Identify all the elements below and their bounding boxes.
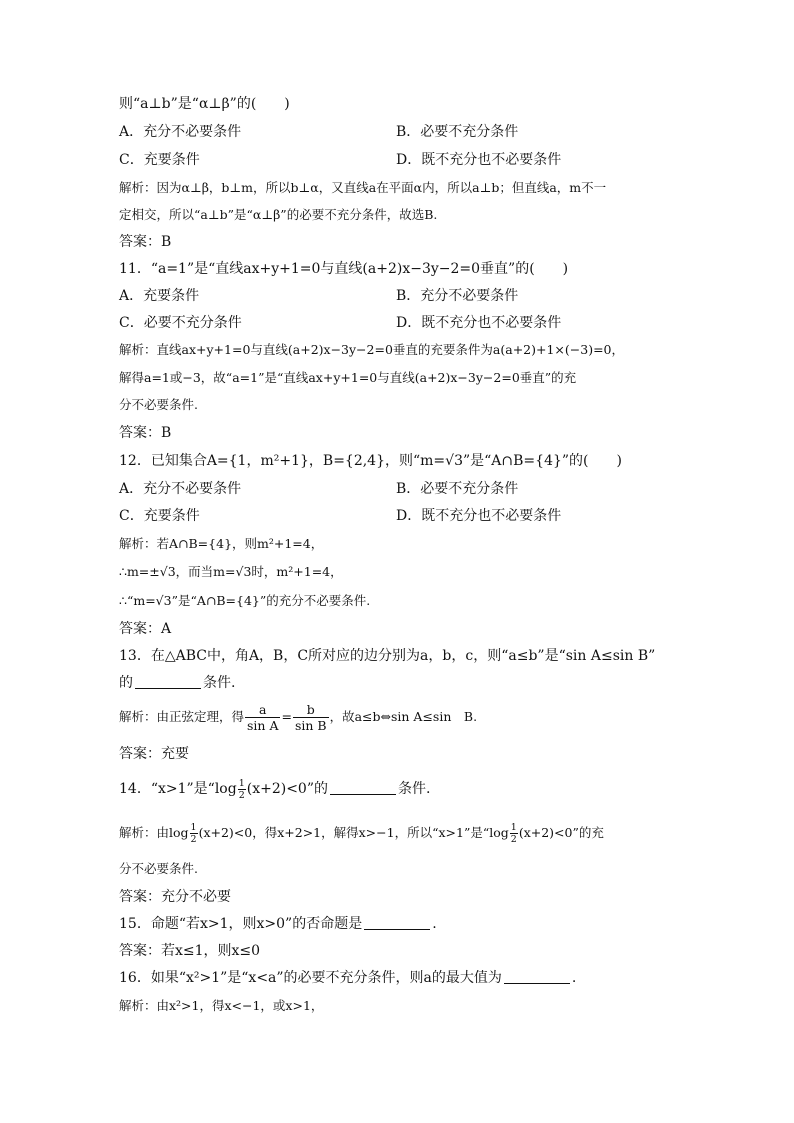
q13-stem-line-1: 13．在△ABC中，角A，B，C所对应的边分别为a，b，c，则“a≤b”是“sin A≤sin B” xyxy=(119,648,656,664)
q10-solution-line-2: 定相交，所以“a⊥b”是“α⊥β”的必要不充分条件，故选B. xyxy=(119,207,438,222)
q14-log-base-fraction xyxy=(238,778,246,801)
q15-stem-suffix: . xyxy=(432,916,437,932)
q16-stem-prefix: 16．如果“x²>1”是“x<a”的必要不充分条件，则a的最大值为 xyxy=(119,970,502,986)
q14-solution-line-1 xyxy=(119,816,699,850)
q11-stem: 11．“a=1”是“直线ax+y+1=0与直线(a+2)x−3y−2=0垂直”的( ) xyxy=(119,261,569,277)
q13-frac2-denominator: sin B xyxy=(294,718,327,733)
q14-solution-part-b: (x+2)<0，得x+2>1，解得x>−1，所以“x>1”是“log xyxy=(198,825,509,840)
q11-option-d: D．既不充分也不必要条件 xyxy=(396,315,562,331)
q10-option-c: C．充要条件 xyxy=(119,152,200,168)
q16-answer-blank xyxy=(504,969,570,984)
q11-solution-line-2: 解得a=1或−3，故“a=1”是“直线ax+y+1=0与直线(a+2)x−3y−2=0垂直”的充 xyxy=(119,370,577,385)
q14-stem-middle: (x+2)<0”的 xyxy=(246,781,328,797)
q12-option-c: C．充要条件 xyxy=(119,508,200,524)
q15-stem xyxy=(119,915,699,933)
q14-stem-suffix: 条件. xyxy=(398,781,431,797)
q13-stem-prefix: 的 xyxy=(119,675,133,691)
q12-option-b: B．必要不充分条件 xyxy=(396,481,519,497)
q12-answer: 答案：A xyxy=(119,621,172,637)
q16-solution-line-1: 解析：由x²>1，得x<−1，或x>1， xyxy=(119,998,324,1013)
q10-solution-line-1: 解析：因为α⊥β，b⊥m，所以b⊥α，又直线a在平面α内，所以a⊥b；但直线a，m不一 xyxy=(119,180,607,195)
q10-answer: 答案：B xyxy=(119,234,172,250)
q14-answer: 答案：充分不必要 xyxy=(119,889,231,905)
q13-answer: 答案：充要 xyxy=(119,746,189,762)
q13-fraction-b-over-sinb xyxy=(293,702,329,733)
q14-solution-line-2: 分不必要条件. xyxy=(119,861,198,876)
q16-stem-suffix: . xyxy=(571,970,577,986)
q14-solution-base-fraction-1 xyxy=(190,822,198,845)
q14-solution-part-a: 解析：由log xyxy=(119,825,189,840)
q12-option-d: D．既不充分也不必要条件 xyxy=(396,508,562,524)
q12-stem: 12．已知集合A={1，m²+1}，B={2,4}，则“m=√3”是“A∩B={4}”的( ) xyxy=(119,453,622,469)
q11-answer: 答案：B xyxy=(119,425,172,441)
q12-option-a: A．充分不必要条件 xyxy=(119,481,242,497)
q14-solution-base-1-numerator: 1 xyxy=(190,822,197,833)
q12-solution-line-1: 解析：若A∩B={4}，则m²+1=4， xyxy=(119,536,324,551)
q13-solution xyxy=(119,700,699,734)
q13-answer-blank xyxy=(135,674,201,689)
q13-frac1-numerator: a xyxy=(245,702,280,718)
q12-solution-line-3: ∴“m=√3”是“A∩B={4}”的充分不必要条件. xyxy=(119,593,371,608)
q13-fraction-a-over-sina xyxy=(245,702,280,733)
q14-solution-part-c: (x+2)<0”的充 xyxy=(518,825,604,840)
q15-stem-prefix: 15．命题“若x>1，则x>0”的否命题是 xyxy=(119,916,363,932)
q14-solution-base-2-denominator: 2 xyxy=(510,834,517,845)
q13-equals-sign: = xyxy=(281,709,292,724)
q13-stem-suffix: 条件. xyxy=(203,675,236,691)
q14-stem xyxy=(119,772,699,806)
q10-option-b: B．必要不充分条件 xyxy=(396,124,519,140)
q15-answer-blank xyxy=(364,915,430,930)
q12-solution-line-2: ∴m=±√3，而当m=√3时，m²+1=4， xyxy=(119,564,343,579)
q14-base-denominator: 2 xyxy=(238,789,245,801)
q10-option-a: A．充分不必要条件 xyxy=(119,124,242,140)
q11-option-c: C．必要不充分条件 xyxy=(119,315,242,331)
q10-option-d: D．既不充分也不必要条件 xyxy=(396,152,562,168)
q14-stem-prefix: 14．“x>1”是“log xyxy=(119,781,237,797)
q13-solution-prefix: 解析：由正弦定理，得 xyxy=(119,709,245,724)
q11-option-a: A．充要条件 xyxy=(119,288,200,304)
q15-answer: 答案：若x≤1，则x≤0 xyxy=(119,943,261,959)
q11-solution-line-3: 分不必要条件. xyxy=(119,397,198,412)
q11-solution-line-1: 解析：直线ax+y+1=0与直线(a+2)x−3y−2=0垂直的充要条件为a(a+2)+1×(−3)=0， xyxy=(119,342,625,357)
q13-solution-suffix: ，故a≤b⇔sin A≤sin B. xyxy=(329,709,478,724)
q16-stem xyxy=(119,969,699,987)
q10-stem: 则“a⊥b”是“α⊥β”的( ) xyxy=(119,96,290,112)
q14-solution-base-1-denominator: 2 xyxy=(190,834,197,845)
q13-frac1-denominator: sin A xyxy=(247,718,279,733)
q13-frac2-numerator: b xyxy=(293,702,329,718)
q11-option-b: B．充分不必要条件 xyxy=(396,288,519,304)
q13-stem-line-2 xyxy=(119,674,699,692)
q14-base-numerator: 1 xyxy=(238,777,245,789)
q14-solution-base-fraction-2 xyxy=(510,822,518,845)
q14-solution-base-2-numerator: 1 xyxy=(510,822,517,833)
q14-answer-blank xyxy=(330,780,396,795)
